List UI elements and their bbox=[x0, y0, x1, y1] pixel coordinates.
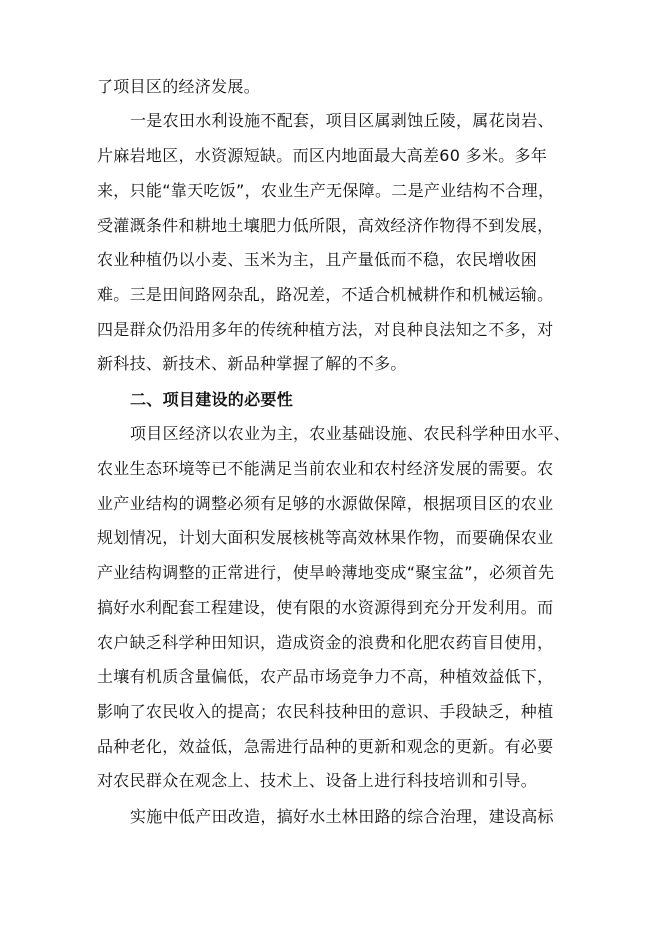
text-line: 规划情况，计划大面积发展核桃等高效林果作物，而要确保农业 bbox=[97, 528, 554, 547]
text-line: 对农民群众在观念上、技术上、设备上进行科技培训和引导。 bbox=[97, 771, 538, 790]
paragraph-start-line: 一是农田水利设施不配套，项目区属剥蚀丘陵，属花岗岩、 bbox=[130, 111, 554, 130]
text-line: 来，只能“靠天吃饭”，农业生产无保障。二是产业结构不合理， bbox=[97, 181, 555, 200]
text-line: 影响了农民收入的提高；农民科技种田的意识、手段缺乏，种植 bbox=[97, 702, 554, 721]
text-line: 受灌溉条件和耕地土壤肥力低所限，高效经济作物得不到发展， bbox=[97, 216, 554, 235]
paragraph-start-line: 实施中低产田改造，搞好水土林田路的综合治理，建设高标 bbox=[130, 807, 554, 826]
text-line: 土壤有机质含量偏低，农产品市场竞争力不高，种植效益低下， bbox=[97, 667, 554, 686]
paragraph-start-line: 项目区经济以农业为主，农业基础设施、农民科学种田水平、 bbox=[130, 424, 571, 443]
text-line: 片麻岩地区，水资源短缺。而区内地面最大高差60 多米。多年 bbox=[97, 146, 548, 165]
text-line: 搞好水利配套工程建设，使有限的水资源得到充分开发利用。而 bbox=[97, 598, 554, 617]
text-line: 新科技、新技术、新品种掌握了解的不多。 bbox=[97, 354, 407, 373]
text-line: 难。三是田间路网杂乱，路况差，不适合机械耕作和机械运输。 bbox=[97, 285, 554, 304]
text-line: 农业种植仍以小麦、玉米为主，且产量低而不稳，农民增收困 bbox=[97, 250, 538, 269]
text-line: 农业生态环境等已不能满足当前农业和农村经济发展的需要。农 bbox=[97, 459, 554, 478]
text-line: 四是群众仍沿用多年的传统种植方法，对良种良法知之不多，对 bbox=[97, 320, 554, 339]
text-line: 业产业结构的调整必须有足够的水源做保障，根据项目区的农业 bbox=[97, 494, 554, 513]
text-line: 农户缺乏科学种田知识，造成资金的浪费和化肥农药盲目使用， bbox=[97, 633, 554, 652]
text-line: 品种老化，效益低，急需进行品种的更新和观念的更新。有必要 bbox=[97, 737, 554, 756]
text-line: 产业结构调整的正常进行，使旱岭薄地变成“聚宝盆”，必须首先 bbox=[97, 563, 555, 582]
text-line: 了项目区的经济发展。 bbox=[97, 77, 261, 96]
section-heading: 二、项目建设的必要性 bbox=[130, 390, 294, 409]
